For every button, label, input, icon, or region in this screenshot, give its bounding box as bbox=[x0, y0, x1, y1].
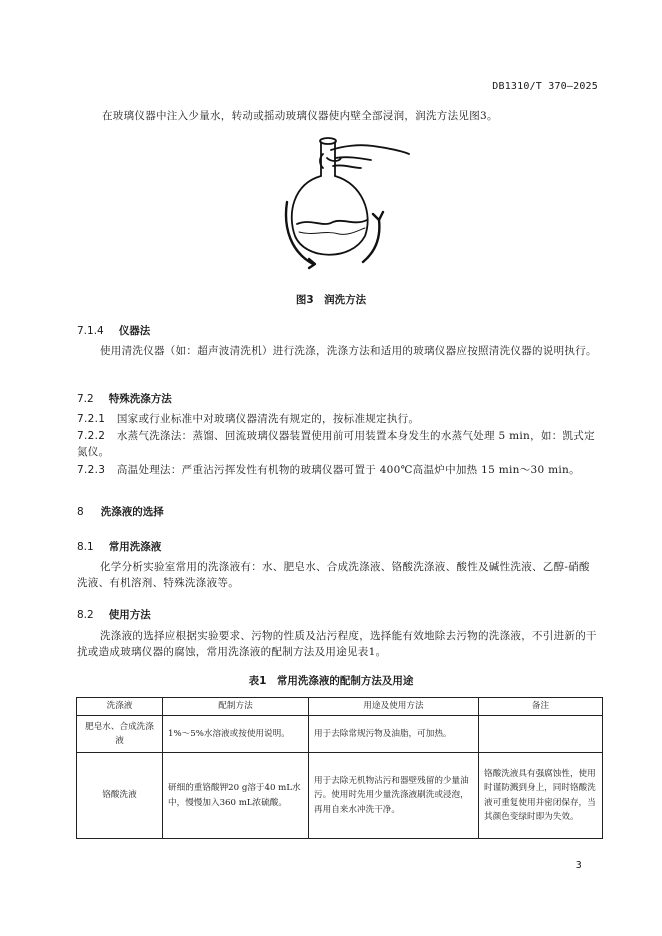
clause-text: 高温处理法：严重沾污挥发性有机物的玻璃仪器可置于 400℃高温炉中加热 15 min～30 min。 bbox=[116, 464, 580, 476]
table-header-cell: 配制方法 bbox=[163, 698, 309, 716]
table-header-cell: 洗涤液 bbox=[77, 698, 163, 716]
table-cell: 铬酸洗液具有强腐蚀性，使用时谨防溅到身上，同时铬酸洗液可重复使用并密闭保存，当其颜色变绿时即为失效。 bbox=[479, 753, 603, 839]
section-number: 8.1 bbox=[77, 541, 94, 553]
section-7-1-4-heading bbox=[77, 319, 150, 338]
section-title: 使用方法 bbox=[108, 609, 151, 621]
table-cell: 肥皂水、合成洗涤液 bbox=[77, 716, 163, 753]
table-header-cell: 用途及使用方法 bbox=[309, 698, 479, 716]
intro-paragraph: 在玻璃仪器中注入少量水，转动或摇动玻璃仪器使内壁全部浸润，润洗方法见图3。 bbox=[102, 110, 498, 122]
section-title: 特殊洗涤方法 bbox=[108, 393, 172, 405]
clause-7-2-3 bbox=[77, 462, 600, 478]
clause-text: 水蒸气洗涤法：蒸馏、回流玻璃仪器装置使用前可用装置本身发生的水蒸气处理 5 min，如：凯式定氮仪。 bbox=[77, 430, 595, 458]
section-title: 洗涤液的选择 bbox=[100, 506, 164, 518]
clause-7-2-2 bbox=[77, 428, 600, 460]
table-header-cell: 备注 bbox=[479, 698, 603, 716]
section-number: 8.2 bbox=[77, 609, 94, 621]
section-8-2-heading bbox=[77, 603, 151, 622]
page-number: 3 bbox=[575, 860, 582, 871]
table-row bbox=[77, 753, 603, 839]
figure-caption: 图3 润洗方法 bbox=[295, 294, 367, 306]
clause-text: 国家或行业标准中对玻璃仪器清洗有规定的，按标准规定执行。 bbox=[116, 413, 420, 425]
table-caption: 表1 常用洗涤液的配制方法及用途 bbox=[248, 675, 414, 687]
table-cell: 1%～5%水溶液或按使用说明。 bbox=[163, 716, 309, 753]
document-id: DB1310/T 370—2025 bbox=[492, 81, 598, 92]
section-number: 7.1.4 bbox=[77, 325, 104, 337]
clause-7-2-1 bbox=[77, 411, 600, 427]
table-cell: 用于去除常规污物及油脂，可加热。 bbox=[309, 716, 479, 753]
section-number: 8 bbox=[77, 506, 84, 518]
table-cell: 研细的重铬酸钾20 g溶于40 mL水中，慢慢加入360 mL浓硫酸。 bbox=[163, 753, 309, 839]
table-row bbox=[77, 716, 603, 753]
table-cell: 铬酸洗液 bbox=[77, 753, 163, 839]
section-8-1-heading bbox=[77, 535, 161, 554]
rinsing-flask-illustration bbox=[283, 128, 413, 278]
clause-number: 7.2.3 bbox=[77, 464, 106, 476]
section-8-heading bbox=[77, 500, 164, 519]
section-8-1-body: 化学分析实验室常用的洗涤液有：水、肥皂水、合成洗涤液、铬酸洗涤液、酸性及碱性洗液、乙醇-硝酸洗液、有机溶剂、特殊洗涤液等。 bbox=[77, 561, 590, 589]
table-header-row bbox=[77, 698, 603, 716]
cleaning-solutions-table bbox=[76, 697, 603, 839]
flask-bulb bbox=[292, 176, 368, 255]
section-title: 仪器法 bbox=[118, 325, 151, 337]
section-number: 7.2 bbox=[77, 393, 94, 405]
clause-number: 7.2.1 bbox=[77, 413, 106, 425]
section-7-1-4-body: 使用清洗仪器（如：超声波清洗机）进行洗涤，洗涤方法和适用的玻璃仪器应按照清洗仪器的说明执行。 bbox=[100, 345, 597, 357]
table-cell: 用于去除无机物沾污和器壁残留的少量油污。使用时先用少量洗涤液刷洗或浸泡，再用自来水冲洗干净。 bbox=[309, 753, 479, 839]
clause-number: 7.2.2 bbox=[77, 430, 106, 442]
section-7-2-heading bbox=[77, 387, 172, 406]
section-title: 常用洗涤液 bbox=[108, 541, 162, 553]
section-8-2-body: 洗涤液的选择应根据实验要求、污物的性质及沾污程度，选择能有效地除去污物的洗涤液，不引进新的干扰或造成玻璃仪器的腐蚀，常用洗涤液的配制方法及用途见表1。 bbox=[77, 630, 597, 658]
table-cell bbox=[479, 716, 603, 753]
